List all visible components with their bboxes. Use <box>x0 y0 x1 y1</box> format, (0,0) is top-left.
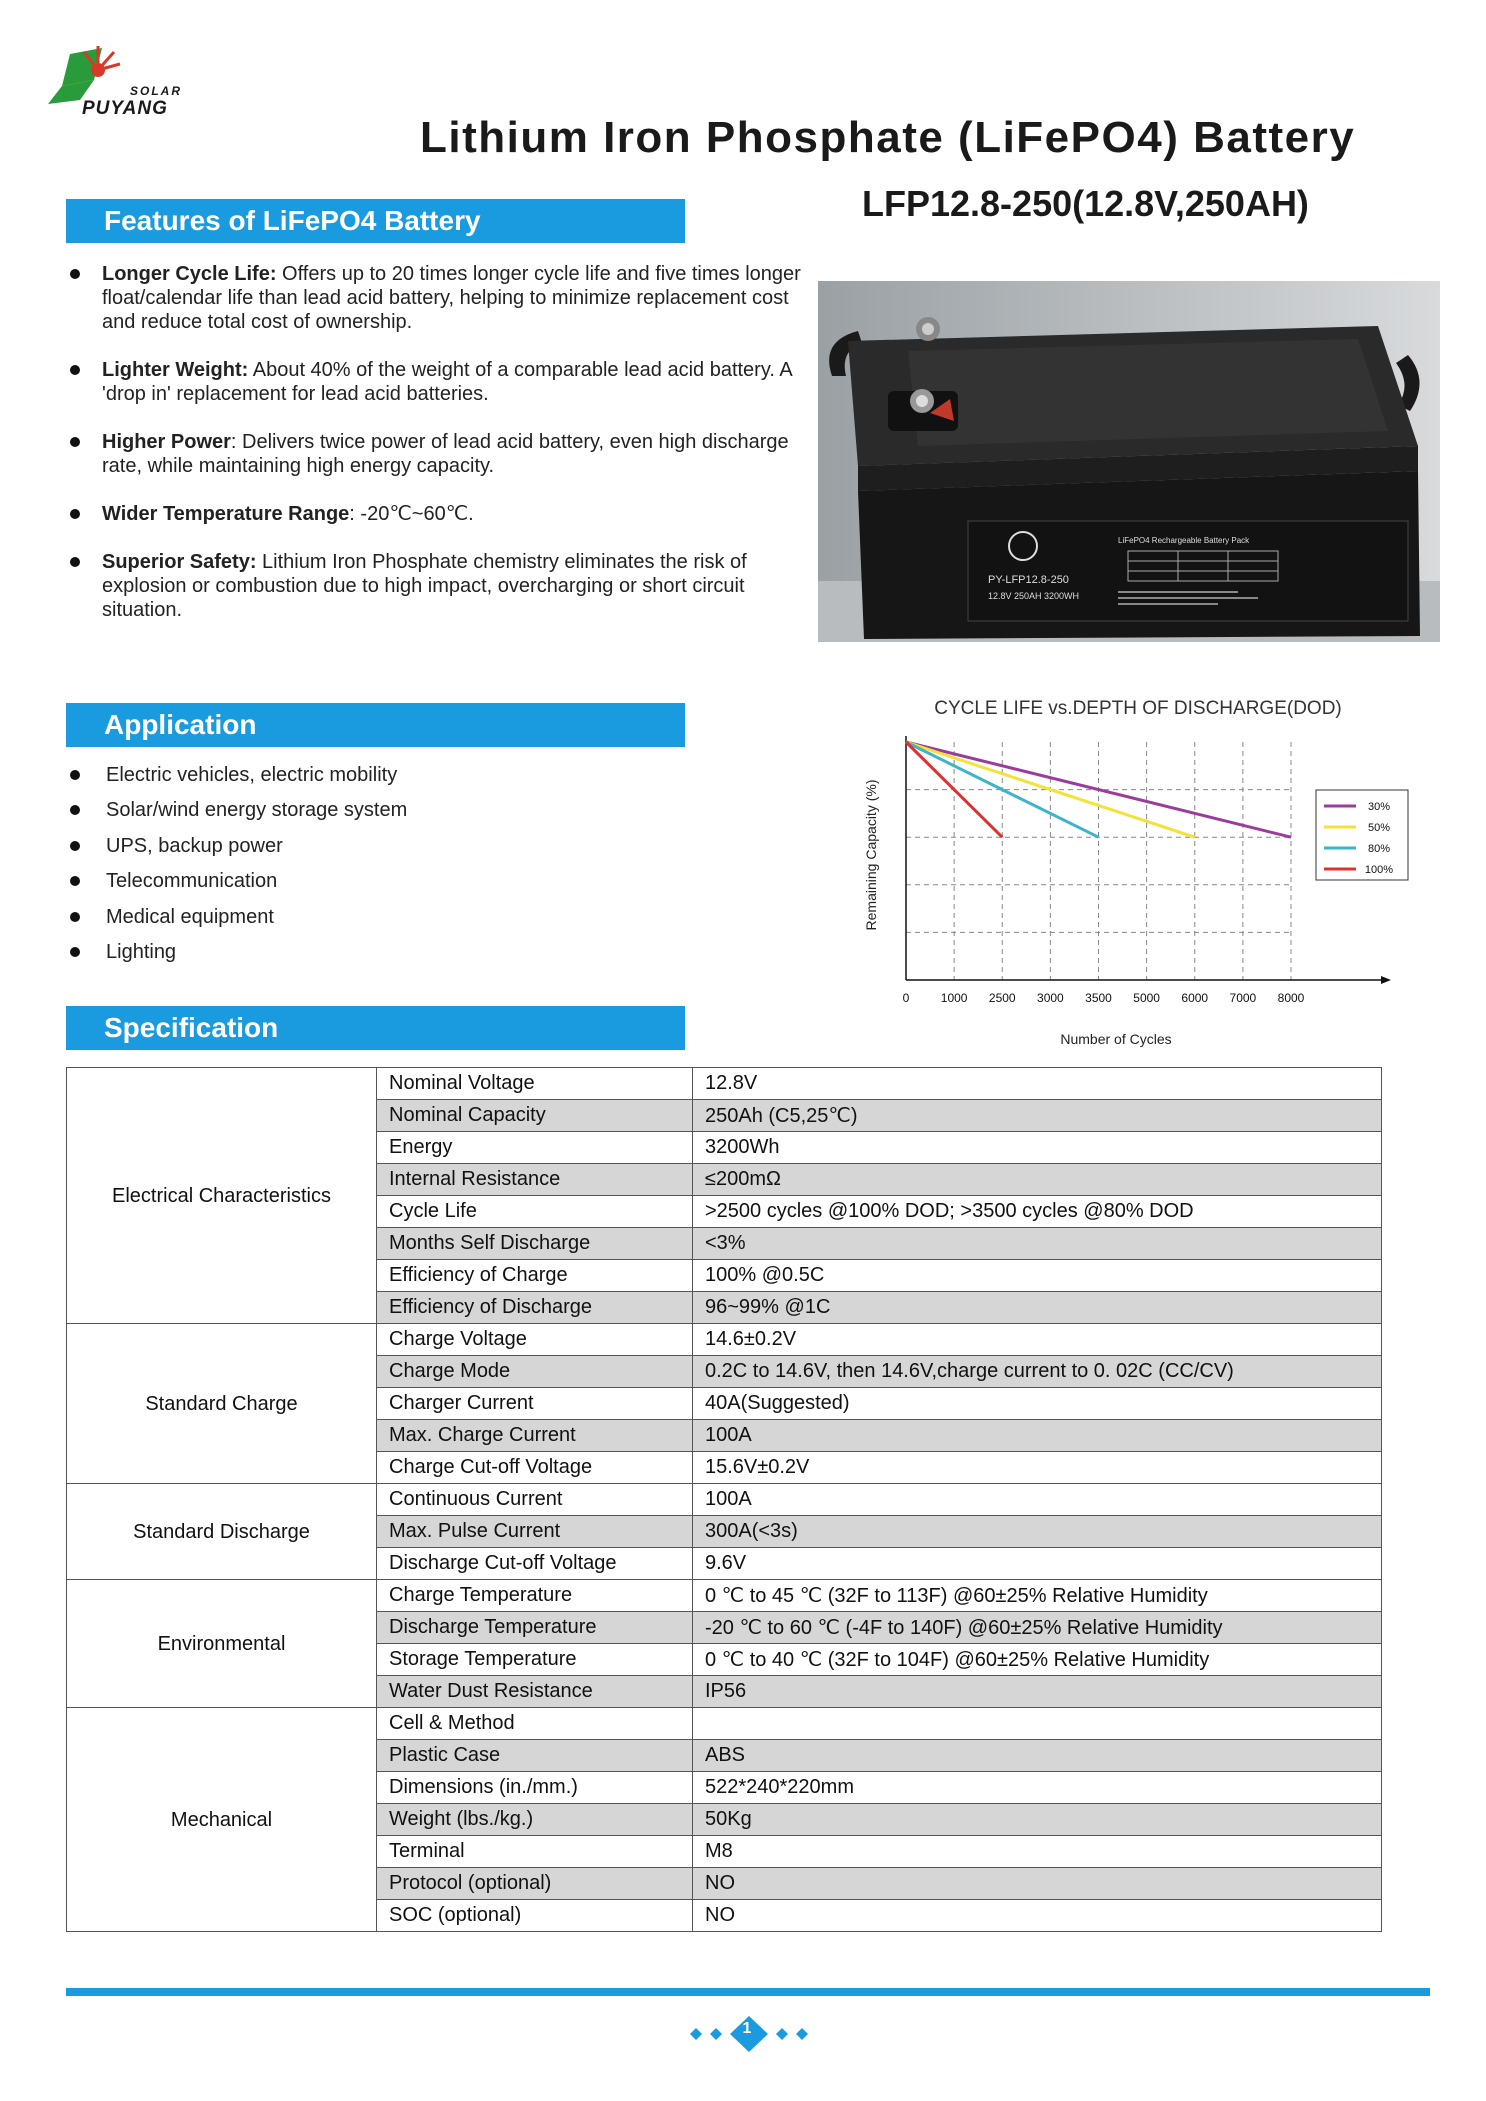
spec-param: Months Self Discharge <box>377 1228 693 1260</box>
spec-group-label: Environmental <box>67 1580 377 1708</box>
brand-logo <box>40 40 200 130</box>
chart-xlabel: Number of Cycles <box>1060 1031 1172 1047</box>
x-axis-arrow-icon <box>1381 976 1391 984</box>
spec-param: Charge Cut-off Voltage <box>377 1452 693 1484</box>
spec-param: Terminal <box>377 1836 693 1868</box>
spec-param: Cell & Method <box>377 1708 693 1740</box>
chart-title: CYCLE LIFE vs.DEPTH OF DISCHARGE(DOD) <box>934 698 1342 719</box>
specification-heading: Specification <box>66 1006 685 1050</box>
x-tick-label: 6000 <box>1181 991 1209 1005</box>
spec-value: 100A <box>693 1484 1382 1516</box>
spec-value: 3200Wh <box>693 1132 1382 1164</box>
spec-param: Discharge Cut-off Voltage <box>377 1548 693 1580</box>
feature-item: Superior Safety: Lithium Iron Phosphate chemistry eliminates the risk of explosion or combustion due to high impact, overcharging or short circuit situation. <box>66 550 816 622</box>
spec-param: Internal Resistance <box>377 1164 693 1196</box>
application-item: Solar/wind energy storage system <box>66 798 407 833</box>
x-tick-label: 5000 <box>1133 991 1160 1005</box>
spec-param: Cycle Life <box>377 1196 693 1228</box>
spec-value: NO <box>693 1868 1382 1900</box>
spec-value: 250Ah (C5,25℃) <box>693 1100 1382 1132</box>
spec-value: <3% <box>693 1228 1382 1260</box>
spec-param: Discharge Temperature <box>377 1612 693 1644</box>
spec-value: 522*240*220mm <box>693 1772 1382 1804</box>
spec-value: -20 ℃ to 60 ℃ (-4F to 140F) @60±25% Relative Humidity <box>693 1612 1382 1644</box>
x-tick-label: 0 <box>902 991 910 1005</box>
spec-value: 9.6V <box>693 1548 1382 1580</box>
spec-param: Nominal Capacity <box>377 1100 693 1132</box>
spec-param: Weight (lbs./kg.) <box>377 1804 693 1836</box>
spec-value: >2500 cycles @100% DOD; >3500 cycles @80% DOD <box>693 1196 1382 1228</box>
spec-value <box>693 1708 1382 1740</box>
svg-text:PY-LFP12.8-250: PY-LFP12.8-250 <box>988 574 1069 586</box>
legend-label: 100% <box>1364 864 1394 876</box>
spec-param: Efficiency of Charge <box>377 1260 693 1292</box>
legend-label: 50% <box>1367 822 1391 834</box>
spec-param: Protocol (optional) <box>377 1868 693 1900</box>
spec-value: 96~99% @1C <box>693 1292 1382 1324</box>
spec-value: ≤200mΩ <box>693 1164 1382 1196</box>
spec-value: 0 ℃ to 40 ℃ (32F to 104F) @60±25% Relative Humidity <box>693 1644 1382 1676</box>
spec-param: Efficiency of Discharge <box>377 1292 693 1324</box>
spec-param: Energy <box>377 1132 693 1164</box>
x-tick-label: 1000 <box>940 991 968 1005</box>
spec-group-label: Standard Discharge <box>67 1484 377 1580</box>
spec-group-label: Electrical Characteristics <box>67 1068 377 1324</box>
spec-value: 0.2C to 14.6V, then 14.6V,charge current to 0. 02C (CC/CV) <box>693 1356 1382 1388</box>
feature-item: Higher Power: Delivers twice power of lead acid battery, even high discharge rate, while maintaining high energy capacity. <box>66 430 816 478</box>
spec-param: Continuous Current <box>377 1484 693 1516</box>
spec-row <box>67 1484 1382 1516</box>
application-heading: Application <box>66 703 685 747</box>
spec-row <box>67 1324 1382 1356</box>
diamond-icon <box>710 2028 722 2040</box>
cycle-life-chart <box>838 690 1438 1060</box>
spec-table <box>66 1067 1382 1932</box>
spec-param: Dimensions (in./mm.) <box>377 1772 693 1804</box>
spec-param: Charger Current <box>377 1388 693 1420</box>
spec-group-label: Standard Charge <box>67 1324 377 1484</box>
x-tick-label: 3500 <box>1085 991 1112 1005</box>
svg-text:LiFePO4 Rechargeable Battery P: LiFePO4 Rechargeable Battery Pack <box>1118 536 1250 545</box>
svg-text:12.8V 250AH 3200WH: 12.8V 250AH 3200WH <box>988 591 1080 601</box>
diamond-icon <box>690 2028 702 2040</box>
x-tick-label: 7000 <box>1229 991 1257 1005</box>
spec-value: 15.6V±0.2V <box>693 1452 1382 1484</box>
spec-value: NO <box>693 1900 1382 1932</box>
feature-item: Wider Temperature Range: -20℃~60℃. <box>66 502 816 526</box>
chart-ylabel: Remaining Capacity (%) <box>863 779 879 931</box>
spec-param: Charge Mode <box>377 1356 693 1388</box>
spec-param: Charge Temperature <box>377 1580 693 1612</box>
spec-value: 40A(Suggested) <box>693 1388 1382 1420</box>
spec-value: ABS <box>693 1740 1382 1772</box>
spec-row <box>67 1580 1382 1612</box>
x-tick-label: 2500 <box>988 991 1016 1005</box>
x-tick-label: 8000 <box>1277 991 1305 1005</box>
footer-rule <box>66 1988 1430 1996</box>
spec-row <box>67 1068 1382 1100</box>
features-heading: Features of LiFePO4 Battery <box>66 199 685 243</box>
x-tick-label: 3000 <box>1037 991 1064 1005</box>
spec-value: 100A <box>693 1420 1382 1452</box>
legend-box <box>1316 790 1408 880</box>
feature-list <box>66 262 816 646</box>
spec-value: 14.6±0.2V <box>693 1324 1382 1356</box>
spec-param: Charge Voltage <box>377 1324 693 1356</box>
spec-param: Max. Charge Current <box>377 1420 693 1452</box>
spec-value: 50Kg <box>693 1804 1382 1836</box>
spec-param: Storage Temperature <box>377 1644 693 1676</box>
brand-sub: SOLAR <box>130 84 182 98</box>
spec-value: 100% @0.5C <box>693 1260 1382 1292</box>
legend-label: 80% <box>1367 843 1391 855</box>
application-item: Lighting <box>66 940 407 975</box>
diamond-icon <box>796 2028 808 2040</box>
spec-row <box>67 1708 1382 1740</box>
spec-value: 300A(<3s) <box>693 1516 1382 1548</box>
application-list <box>66 763 407 975</box>
application-item: UPS, backup power <box>66 834 407 869</box>
spec-param: Nominal Voltage <box>377 1068 693 1100</box>
page-title: Lithium Iron Phosphate (LiFePO4) Battery <box>420 113 1356 162</box>
spec-group-label: Mechanical <box>67 1708 377 1932</box>
application-item: Electric vehicles, electric mobility <box>66 763 407 798</box>
spec-value: IP56 <box>693 1676 1382 1708</box>
page-number: 1 <box>742 2020 752 2037</box>
spec-param: Water Dust Resistance <box>377 1676 693 1708</box>
spec-param: SOC (optional) <box>377 1900 693 1932</box>
diamond-icon <box>776 2028 788 2040</box>
spec-param: Max. Pulse Current <box>377 1516 693 1548</box>
model-title: LFP12.8-250(12.8V,250AH) <box>862 183 1309 224</box>
battery-photo <box>818 281 1440 642</box>
legend-label: 30% <box>1367 801 1391 813</box>
application-item: Telecommunication <box>66 869 407 904</box>
brand-name: PUYANG <box>82 98 168 119</box>
spec-param: Plastic Case <box>377 1740 693 1772</box>
spec-value: 12.8V <box>693 1068 1382 1100</box>
spec-value: 0 ℃ to 45 ℃ (32F to 113F) @60±25% Relative Humidity <box>693 1580 1382 1612</box>
feature-item: Lighter Weight: About 40% of the weight of a comparable lead acid battery. A 'drop in' replacement for lead acid batteries. <box>66 358 816 406</box>
feature-item: Longer Cycle Life: Offers up to 20 times longer cycle life and five times longer float/calendar life than lead acid battery, helping to minimize replacement cost and reduce total cost of ownership. <box>66 262 816 334</box>
application-item: Medical equipment <box>66 905 407 940</box>
spec-value: M8 <box>693 1836 1382 1868</box>
